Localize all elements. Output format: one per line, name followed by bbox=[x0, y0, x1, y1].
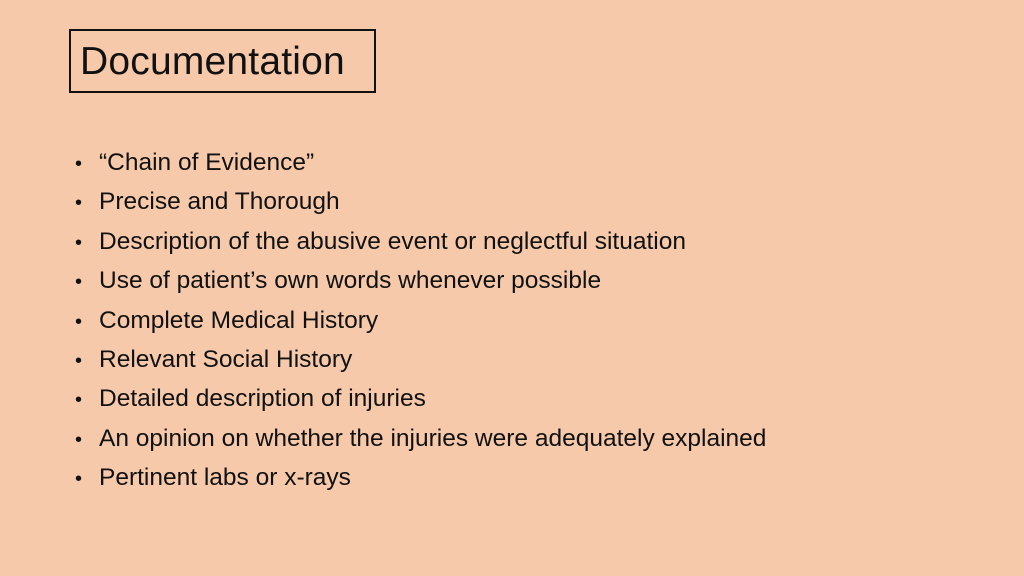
list-item bbox=[73, 458, 766, 497]
bullet-icon: • bbox=[75, 310, 83, 333]
bullet-list bbox=[73, 143, 766, 498]
list-item bbox=[73, 143, 766, 182]
bullet-text: “Chain of Evidence” bbox=[99, 149, 315, 176]
bullet-text: Use of patient’s own words whenever possible bbox=[99, 267, 602, 295]
list-item bbox=[73, 419, 766, 458]
bullet-icon: • bbox=[75, 231, 83, 254]
slide-title: Documentation bbox=[80, 39, 345, 83]
list-item bbox=[73, 301, 766, 340]
bullet-icon: • bbox=[75, 153, 83, 175]
list-item bbox=[73, 222, 766, 261]
bullet-text: Description of the abusive event or neglectful situation bbox=[99, 227, 686, 255]
list-item bbox=[73, 182, 766, 221]
bullet-icon: • bbox=[75, 428, 83, 451]
bullet-icon: • bbox=[75, 389, 83, 412]
bullet-text: Detailed description of injuries bbox=[99, 385, 426, 413]
list-item bbox=[73, 379, 766, 418]
bullet-text: Precise and Thorough bbox=[99, 188, 340, 216]
bullet-icon: • bbox=[75, 468, 83, 491]
list-item bbox=[73, 261, 766, 300]
bullet-icon: • bbox=[75, 271, 83, 294]
bullet-text: Pertinent labs or x-rays bbox=[99, 464, 351, 492]
title-box bbox=[69, 29, 376, 93]
bullet-icon: • bbox=[75, 349, 83, 372]
bullet-text: Relevant Social History bbox=[99, 345, 353, 373]
bullet-text: Complete Medical History bbox=[99, 306, 379, 334]
bullet-icon: • bbox=[75, 192, 83, 215]
bullet-text: An opinion on whether the injuries were adequately explained bbox=[99, 424, 767, 452]
list-item bbox=[73, 340, 766, 379]
